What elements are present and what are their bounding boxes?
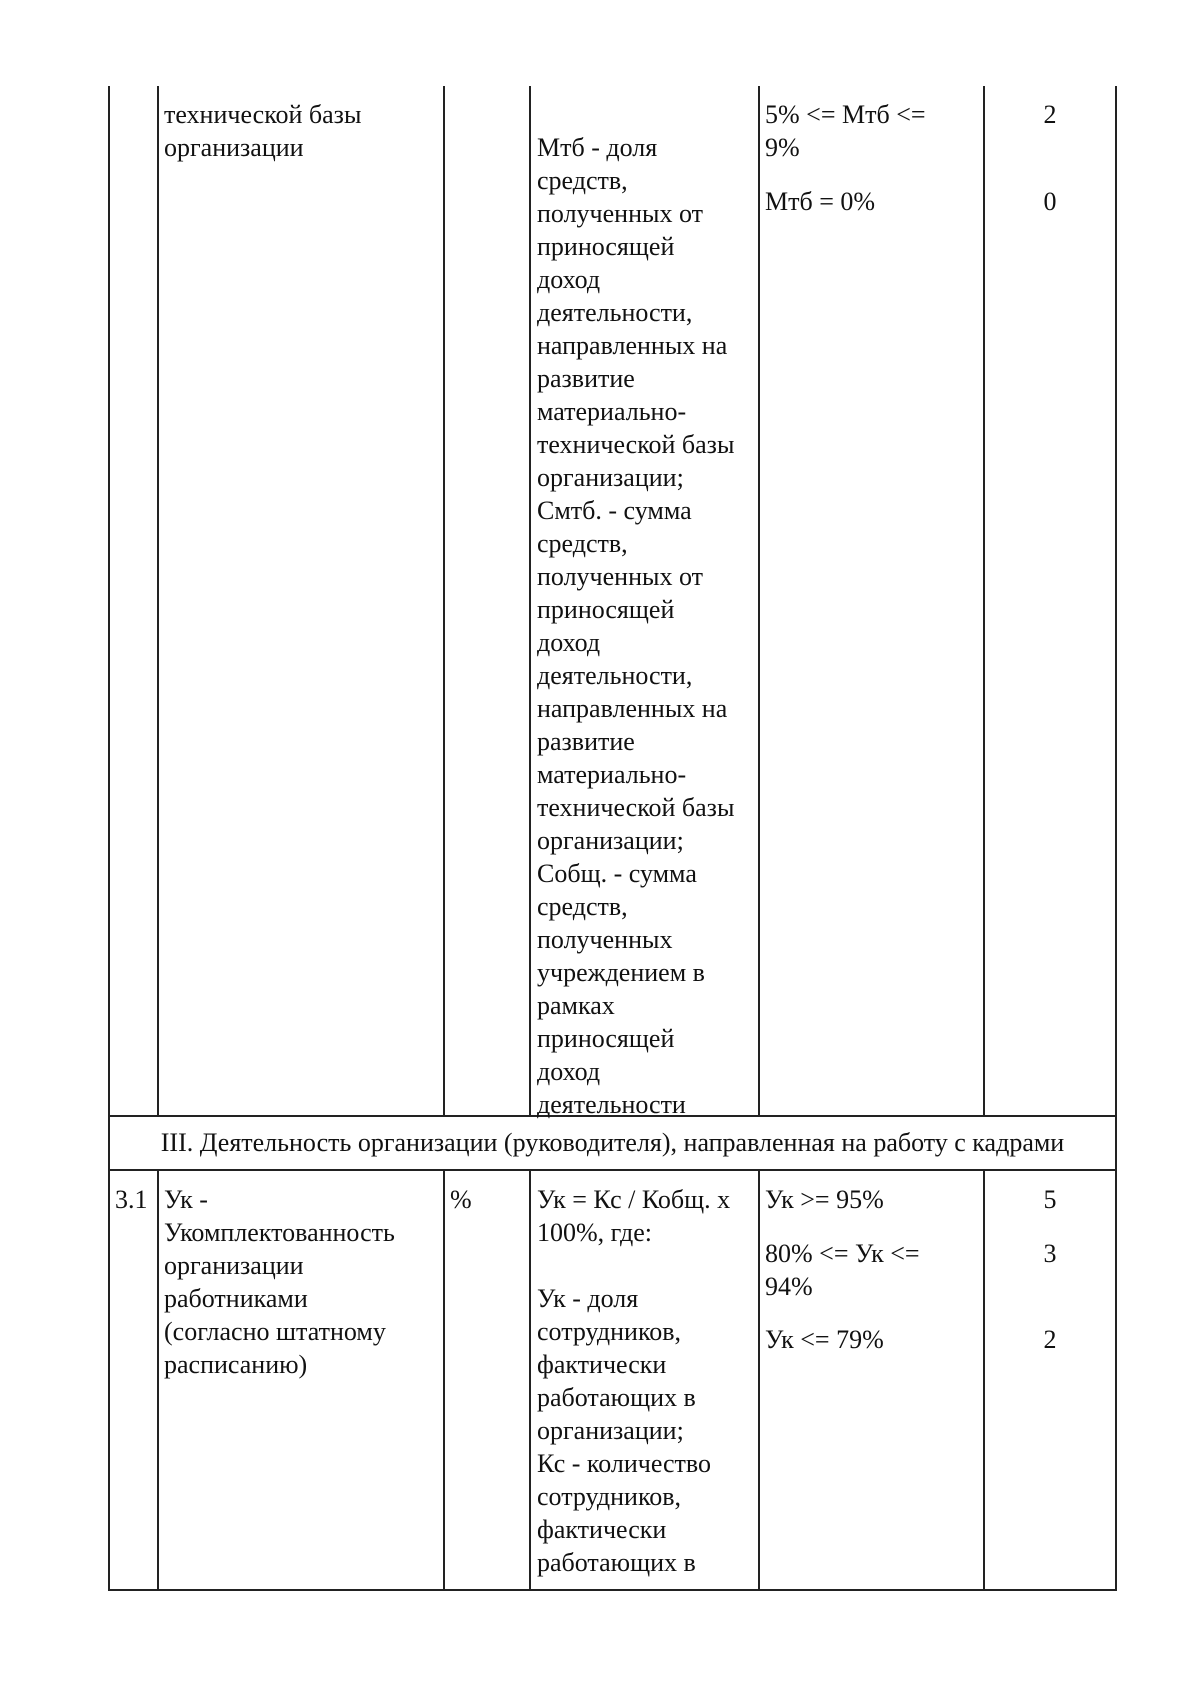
- criterion-line: организации: [164, 133, 304, 162]
- condition-cell: [765, 1323, 884, 1356]
- row-number-cell: [115, 1183, 148, 1216]
- formula-line: сотрудников,: [537, 1482, 682, 1511]
- score-cell: [985, 1323, 1115, 1356]
- formula-line: [537, 1249, 730, 1282]
- column-divider-3-lower: [529, 1170, 531, 1591]
- formula-line: организации;: [537, 1416, 684, 1445]
- score-cell: [985, 98, 1115, 131]
- formula-line: материально-: [537, 760, 687, 789]
- formula-line: рамках: [537, 991, 615, 1020]
- formula-line: Ук = Кс / Кобщ. х: [537, 1185, 731, 1214]
- formula-line: полученных: [537, 925, 673, 954]
- formula-line: материально-: [537, 397, 687, 426]
- score-cell: [985, 1237, 1115, 1270]
- formula-line: деятельности: [537, 1090, 686, 1119]
- formula-line: Мтб - доля: [537, 133, 658, 162]
- formula-line: работающих в: [537, 1383, 696, 1412]
- formula-line: организации;: [537, 826, 684, 855]
- score-value: 2: [1043, 1325, 1057, 1354]
- continuation-criterion-cell: [164, 98, 361, 164]
- formula-line: 100%, где:: [537, 1218, 653, 1247]
- score-cell: [985, 185, 1115, 218]
- condition-line: Ук <= 79%: [765, 1325, 884, 1354]
- formula-line: доход: [537, 628, 601, 657]
- formula-line: работающих в: [537, 1548, 696, 1577]
- formula-line: развитие: [537, 727, 635, 756]
- column-divider-2: [443, 86, 445, 1116]
- formula-line: сотрудников,: [537, 1317, 682, 1346]
- row-number: 3.1: [115, 1185, 148, 1214]
- condition-line: 94%: [765, 1272, 813, 1301]
- score-value: 3: [1043, 1239, 1057, 1268]
- section-heading: [110, 1126, 1115, 1159]
- formula-line: Смтб. - сумма: [537, 496, 692, 525]
- column-divider-5: [983, 86, 985, 1116]
- criterion-cell: [164, 1183, 395, 1381]
- condition-line: 5% <= Мтб <=: [765, 100, 926, 129]
- score-value: 5: [1043, 1185, 1057, 1214]
- criterion-line: Ук -: [164, 1185, 208, 1214]
- column-divider-4-lower: [758, 1170, 760, 1591]
- formula-line: средств,: [537, 529, 628, 558]
- column-divider-4: [758, 86, 760, 1116]
- formula-line: фактически: [537, 1515, 667, 1544]
- criterion-line: работниками: [164, 1284, 308, 1313]
- formula-line: приносящей: [537, 595, 675, 624]
- condition-line: Мтб = 0%: [765, 187, 876, 216]
- formula-line: доход: [537, 265, 601, 294]
- column-divider-1-lower: [157, 1170, 159, 1591]
- formula-line: фактически: [537, 1350, 667, 1379]
- unit-value: %: [450, 1185, 472, 1214]
- formula-line: средств,: [537, 166, 628, 195]
- column-divider-5-lower: [983, 1170, 985, 1591]
- column-divider-3: [529, 86, 531, 1116]
- condition-cell: [765, 185, 875, 218]
- unit-cell: [450, 1183, 472, 1216]
- table-border-right: [1115, 86, 1117, 1591]
- formula-cell: [537, 1183, 730, 1579]
- condition-line: 9%: [765, 133, 800, 162]
- condition-cell: [765, 1237, 920, 1303]
- criterion-line: расписанию): [164, 1350, 308, 1379]
- formula-line: развитие: [537, 364, 635, 393]
- condition-cell: [765, 98, 926, 164]
- formula-line: приносящей: [537, 232, 675, 261]
- formula-line: полученных от: [537, 562, 703, 591]
- condition-cell: [765, 1183, 884, 1216]
- formula-line: деятельности,: [537, 298, 693, 327]
- table-border-left: [108, 86, 110, 1591]
- formula-line: доход: [537, 1057, 601, 1086]
- formula-line: деятельности,: [537, 661, 693, 690]
- formula-line: Собщ. - сумма: [537, 859, 697, 888]
- score-cell: [985, 1183, 1115, 1216]
- continuation-formula-cell: [537, 131, 734, 1121]
- condition-line: 80% <= Ук <=: [765, 1239, 920, 1268]
- formula-line: приносящей: [537, 1024, 675, 1053]
- formula-line: направленных на: [537, 694, 728, 723]
- formula-line: Кс - количество: [537, 1449, 712, 1478]
- score-value: 0: [1043, 187, 1057, 216]
- table-bottom-border: [108, 1589, 1117, 1591]
- column-divider-2-lower: [443, 1170, 445, 1591]
- criterion-line: технической базы: [164, 100, 362, 129]
- formula-line: технической базы: [537, 430, 735, 459]
- criterion-line: (согласно штатному: [164, 1317, 386, 1346]
- formula-line: учреждением в: [537, 958, 705, 987]
- score-value: 2: [1043, 100, 1057, 129]
- section-heading-text: III. Деятельность организации (руководителя), направленная на работу с кадрами: [160, 1128, 1065, 1157]
- condition-line: Ук >= 95%: [765, 1185, 884, 1214]
- column-divider-1: [157, 86, 159, 1116]
- section-heading-bottom-border: [108, 1169, 1117, 1171]
- formula-line: технической базы: [537, 793, 735, 822]
- formula-line: средств,: [537, 892, 628, 921]
- criterion-line: Укомплектованность: [164, 1218, 395, 1247]
- formula-line: направленных на: [537, 331, 728, 360]
- formula-line: Ук - доля: [537, 1284, 639, 1313]
- formula-line: полученных от: [537, 199, 703, 228]
- criterion-line: организации: [164, 1251, 304, 1280]
- formula-line: организации;: [537, 463, 684, 492]
